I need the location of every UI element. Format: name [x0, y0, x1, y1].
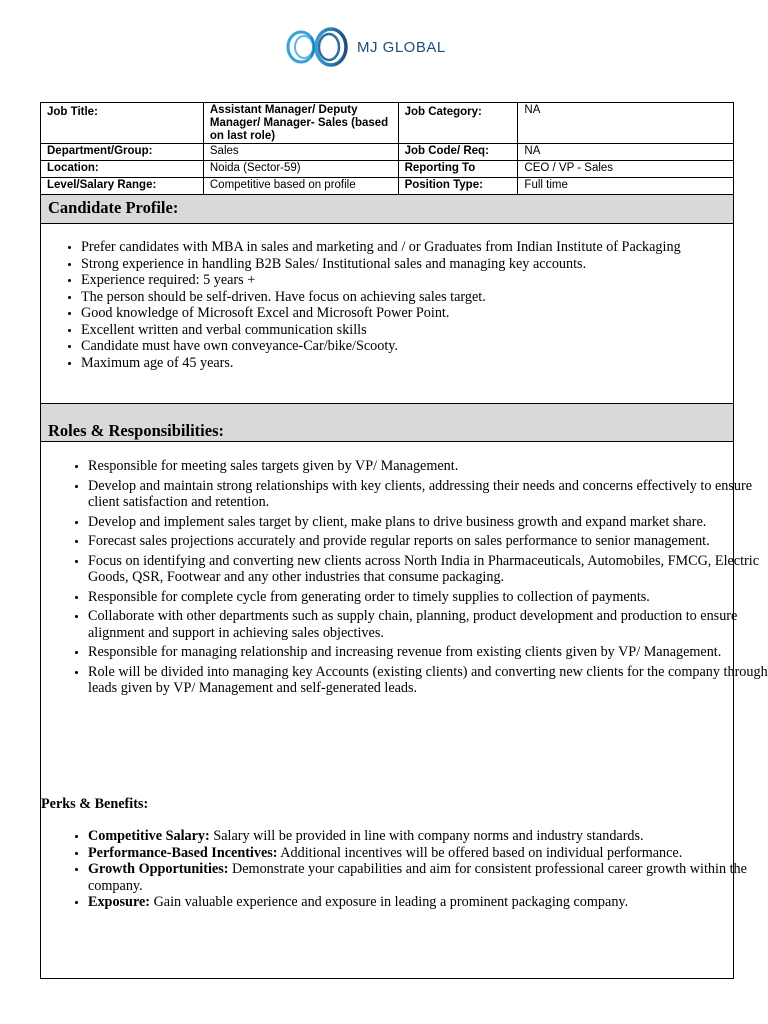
roles-item: • Role will be divided into managing key Accounts (existing clients) and converting new clients for the company through leads given by VP/ Management and self-generated leads.: [88, 664, 768, 697]
perks-item: [88, 861, 768, 894]
perks-title: Perks & Benefits:: [41, 796, 149, 812]
candidate-profile-item: • Candidate must have own conveyance-Car/bike/Scooty.: [81, 338, 741, 355]
department-value: Sales: [203, 144, 398, 161]
candidate-profile-item: • Good knowledge of Microsoft Excel and Microsoft Power Point.: [81, 305, 741, 322]
perks-item-label: Competitive Salary:: [88, 828, 210, 844]
location-label: Location:: [41, 161, 204, 178]
job-title-label: Job Title:: [41, 103, 204, 144]
level-value: Competitive based on profile: [203, 178, 398, 195]
roles-item: • Responsible for meeting sales targets given by VP/ Management.: [88, 458, 768, 475]
perks-item: [88, 828, 768, 845]
roles-header: [41, 403, 733, 442]
roles-list: [48, 458, 768, 700]
perks-item-text: Additional incentives will be offered based on individual performance.: [277, 844, 683, 861]
candidate-profile-item: • Prefer candidates with MBA in sales and marketing and / or Graduates from Indian Institute of Packaging: [81, 239, 741, 256]
roles-item: • Responsible for complete cycle from generating order to timely supplies to collection of payments.: [88, 589, 768, 606]
mj-global-logo-icon: [283, 25, 351, 69]
candidate-profile-item: • Strong experience in handling B2B Sales/ Institutional sales and managing key accounts.: [81, 256, 741, 273]
perks-item-text: Demonstrate your capabilities and aim for consistent professional career growth within the company.: [88, 861, 747, 894]
roles-item: • Develop and maintain strong relationships with key clients, addressing their needs and concerns effectively to ensure client satisfaction and retention.: [88, 478, 768, 511]
perks-item-text: Gain valuable experience and exposure in leading a prominent packaging company.: [150, 894, 629, 910]
job-title-value: Assistant Manager/ Deputy Manager/ Manager- Sales (based on last role): [203, 103, 398, 144]
job-category-label: Job Category:: [398, 103, 518, 144]
company-logo: [283, 24, 446, 70]
reporting-value: CEO / VP - Sales: [518, 161, 734, 178]
roles-item: • Develop and implement sales target by client, make plans to drive business growth and expand market share.: [88, 514, 768, 531]
roles-item: • Focus on identifying and converting new clients across North India in Pharmaceuticals, Automobiles, FMCG, Electric Goods, QSR, Footwear and any other industries that consume packaging.: [88, 553, 768, 586]
level-label: Level/Salary Range:: [41, 178, 204, 195]
perks-item-label: Growth Opportunities:: [88, 861, 229, 877]
position-label: Position Type:: [398, 178, 518, 195]
candidate-profile-item: • Maximum age of 45 years.: [81, 355, 741, 372]
job-code-value: NA: [518, 144, 734, 161]
job-code-label: Job Code/ Req:: [398, 144, 518, 161]
department-label: Department/Group:: [41, 144, 204, 161]
job-description-frame: [40, 102, 768, 979]
job-info-table: [40, 102, 734, 195]
location-value: Noida (Sector-59): [203, 161, 398, 178]
roles-title: Roles & Responsibilities:: [48, 421, 225, 440]
roles-item: • Responsible for managing relationship and increasing revenue from existing clients given by VP/ Management.: [88, 644, 768, 661]
perks-item-text: Salary will be provided in line with company norms and industry standards.: [209, 828, 644, 844]
candidate-profile-title: Candidate Profile:: [48, 198, 179, 217]
candidate-profile-list: [41, 239, 741, 371]
roles-item: • Collaborate with other departments such as supply chain, planning, product development and production to ensure alignment and support in achieving sales objectives.: [88, 608, 768, 641]
job-category-value: NA: [518, 103, 734, 144]
perks-item-label: Exposure:: [88, 894, 151, 910]
logo-text: MJ GLOBAL: [357, 38, 446, 56]
perks-list: [48, 828, 768, 911]
perks-item: [88, 845, 768, 862]
candidate-profile-header: [41, 195, 733, 224]
perks-item-label: Performance-Based Incentives:: [88, 844, 278, 861]
perks-item: [88, 894, 768, 911]
candidate-profile-item: • Experience required: 5 years +: [81, 272, 741, 289]
position-value: Full time: [518, 178, 734, 195]
candidate-profile-item: • The person should be self-driven. Have focus on achieving sales target.: [81, 289, 741, 306]
reporting-label: Reporting To: [398, 161, 518, 178]
roles-item: • Forecast sales projections accurately and provide regular reports on sales performance to senior management.: [88, 533, 768, 550]
candidate-profile-item: • Excellent written and verbal communication skills: [81, 322, 741, 339]
